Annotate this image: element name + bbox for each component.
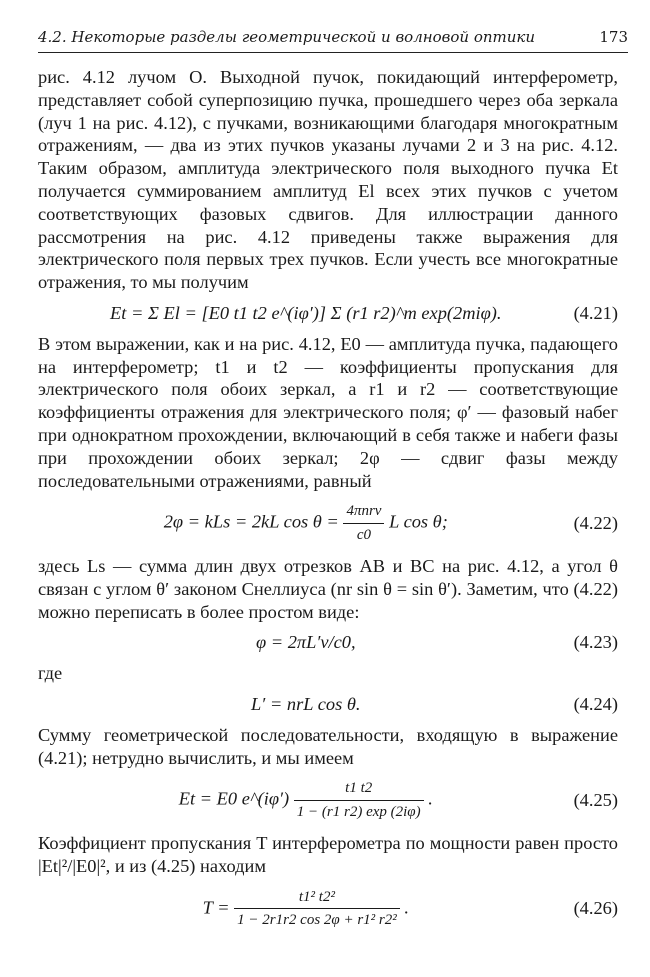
equation-4-24 bbox=[38, 693, 618, 716]
equation-4-26 bbox=[38, 886, 618, 933]
equation-4-22 bbox=[38, 500, 618, 547]
equation-4-25-label: (4.25) bbox=[573, 790, 618, 811]
paragraph-5: Сумму геометрической последовательности, входящую в выражение (4.21); нетрудно вычислить, и мы имеем bbox=[38, 724, 618, 768]
equation-4-26-formula: T = $\frac{\text{t1² t2²}}{\text{1 − 2r1r2 cos 2φ + r1² r2²}}$ . bbox=[38, 886, 574, 933]
equation-4-24-label: (4.24) bbox=[573, 693, 618, 714]
equation-4-25 bbox=[38, 777, 618, 824]
equation-4-24-formula: L′ = nrL cos θ. bbox=[251, 693, 361, 714]
equation-4-21-formula: Et = Σ El = [E0 t1 t2 e^(iφ′)] Σ (r1 r2)^m exp(2miφ). bbox=[110, 302, 502, 323]
equation-4-21-label: (4.21) bbox=[573, 302, 618, 323]
equation-4-23-label: (4.23) bbox=[573, 632, 618, 653]
paragraph-1: рис. 4.12 лучом O. Выходной пучок, покидающий интерферометр, представляет собой суперпозицию пучка, прошедшего через оба зеркала (луч 1 на рис. 4.12), с пучками, возникающими благодаря многократным отражениям, — два из этих пучков указаны лучами 2 и 3 на рис. 4.12. Таким образом, амплитуда электрического поля выходного пучка Et получается суммированием амплитуд El всех этих пучков с учетом соответствующих фазовых сдвигов. Для иллюстрации данного рассмотрения на рис. 4.12 приведены также выражения для электрического поля первых трех пучков. Если учесть все многократные отражения, то мы получим bbox=[38, 67, 618, 293]
equation-4-23 bbox=[38, 631, 618, 654]
page-number: 173 bbox=[599, 28, 628, 46]
running-title: 4.2. Некоторые разделы геометрической и волновой оптики bbox=[38, 28, 536, 46]
equation-4-22-label: (4.22) bbox=[573, 513, 618, 534]
paragraph-6: Коэффициент пропускания T интерферометра по мощности равен просто |Et|²/|E0|², и из (4.25) находим bbox=[38, 832, 618, 876]
equation-4-25-formula: Et = E0 e^(iφ′) $\frac{t1 t2}{1 - (r1 r2) \exp (2i\varphi)}$ . bbox=[38, 777, 574, 824]
page-body bbox=[38, 66, 618, 940]
equation-4-26-label: (4.26) bbox=[573, 898, 618, 919]
paragraph-4: где bbox=[38, 663, 63, 684]
equation-4-22-formula: 2φ = kLs = 2kL cos θ = $\frac{\text{4πnrν}}{c0}$ L cos θ; bbox=[38, 500, 574, 547]
equation-4-21 bbox=[38, 302, 618, 325]
running-header bbox=[38, 28, 628, 53]
paragraph-2: В этом выражении, как и на рис. 4.12, E0 — амплитуда пучка, падающего на интерферометр; t1 и t2 — коэффициенты пропускания для электрического поля обоих зеркал, а r1 и r2 — соответствующие коэффициенты отражения для электрического поля; φ′ — фазовый набег при однократном прохождении, включающий в себя также и набеги фазы при прохождении обоих зеркал; 2φ — сдвиг фазы между последовательными отражениями, равный bbox=[38, 333, 618, 491]
paragraph-3: здесь Ls — сумма длин двух отрезков AB и BC на рис. 4.12, а угол θ связан с углом θ′ законом Снеллиуса (nr sin θ = sin θ′). Заметим, что (4.22) можно переписать в более простом виде: bbox=[38, 555, 618, 622]
equation-4-23-formula: φ = 2πL′ν/c0, bbox=[255, 632, 356, 653]
